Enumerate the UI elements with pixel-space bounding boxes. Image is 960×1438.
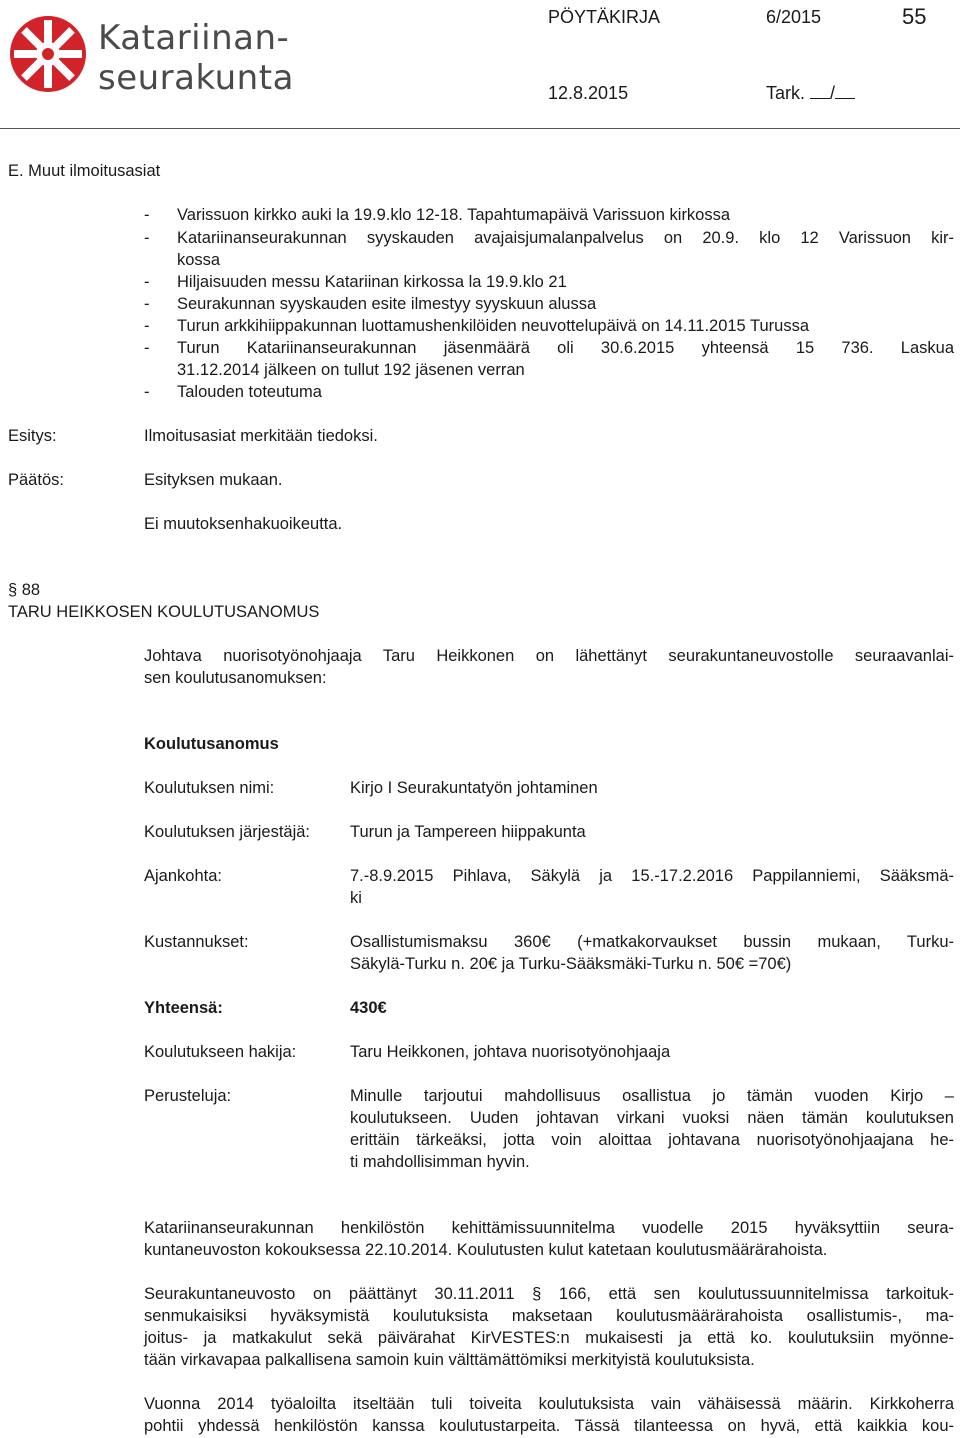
list-item: - Turun Katariinanseurakunnan jäsenmäärä oli 30.6.2015 yhteensä 15 736. Laskua — [144, 339, 954, 357]
list-item: - Katariinanseurakunnan syyskauden avajaisjumalanpalvelus on 20.9. klo 12 Varissuon kir- — [144, 229, 954, 247]
list-item: - Hiljaisuuden messu Katariinan kirkossa la 19.9.klo 21 — [144, 273, 567, 291]
field-value: erittäin tärkeäksi, jotta voin aloittaa johtavana nuorisotyönohjaajana he- — [350, 1131, 954, 1149]
field-label: Ajankohta: — [144, 867, 222, 885]
parish-logo-text: Katariinan- seurakunta — [98, 18, 294, 98]
esitys-text: Ilmoitusasiat merkitään tiedoksi. — [144, 427, 378, 445]
paragraph-line: senmukaisiksi hyväksymistä koulutuksista maksetaan koulutusmäärärahoista osallistumis-, ma- — [144, 1307, 954, 1325]
field-label: Koulutuksen nimi: — [144, 779, 275, 797]
section-number: § 88 — [8, 581, 41, 599]
doc-type: PÖYTÄKIRJA — [548, 7, 661, 27]
field-label: Koulutukseen hakija: — [144, 1043, 297, 1061]
meeting-date: 12.8.2015 — [548, 83, 629, 103]
list-item-cont: 31.12.2014 jälkeen on tullut 192 jäsenen verran — [177, 361, 525, 379]
field-label: Kustannukset: — [144, 933, 249, 951]
esitys-label: Esitys: — [8, 427, 57, 445]
field-value: Taru Heikkonen, johtava nuorisotyönohjaaja — [350, 1043, 671, 1061]
paatos-label: Päätös: — [8, 471, 64, 489]
total-label: Yhteensä: — [144, 999, 223, 1017]
parish-logo-icon — [8, 14, 88, 94]
paragraph-line: tään virkavapaa palkallisena samoin kuin välttämättömiksi merkityistä koulutuksista. — [144, 1351, 755, 1369]
list-item: - Seurakunnan syyskauden esite ilmestyy syyskuun alussa — [144, 295, 597, 313]
checked-field: Tark. / — [766, 83, 855, 104]
section-title: TARU HEIKKOSEN KOULUTUSANOMUS — [8, 603, 320, 621]
field-value: Säkylä-Turku n. 20€ ja Turku-Sääksmäki-Turku n. 50€ =70€) — [350, 955, 792, 973]
intro-line: sen koulutusanomuksen: — [144, 669, 327, 687]
total-value: 430€ — [350, 999, 387, 1017]
checked-label: Tark. — [766, 83, 806, 103]
field-value: ki — [350, 889, 362, 907]
form-title: Koulutusanomus — [144, 735, 279, 753]
list-item-cont: kossa — [177, 251, 221, 269]
paragraph-line: Seurakuntaneuvosto on päättänyt 30.11.2011 § 166, että sen koulutussuunnitelmissa tarkoituk- — [144, 1285, 954, 1303]
list-item: - Turun arkkihiippakunnan luottamushenkilöiden neuvottelupäivä on 14.11.2015 Turussa — [144, 317, 810, 335]
paragraph-line: Katariinanseurakunnan henkilöstön kehittämissuunnitelma vuodelle 2015 hyväksyttiin seura- — [144, 1219, 954, 1237]
paatos-text: Esityksen mukaan. — [144, 471, 283, 489]
section-e-heading: E. Muut ilmoitusasiat — [8, 162, 161, 180]
field-value: Osallistumismaksu 360€ (+matkakorvaukset bussin mukaan, Turku- — [350, 933, 954, 951]
field-label: Perusteluja: — [144, 1087, 232, 1105]
page-number: 55 — [902, 4, 927, 29]
no-appeal-note: Ei muutoksenhakuoikeutta. — [144, 515, 343, 533]
field-value: ti mahdollisimman hyvin. — [350, 1153, 530, 1171]
paragraph-line: kuntaneuvoston kokouksessa 22.10.2014. Koulutusten kulut katetaan koulutusmäärärahoista. — [144, 1241, 828, 1259]
paragraph-line: joitus- ja matkakulut sekä päivärahat KirVESTES:n mukaisesti ja että ko. koulutuksiin myönne- — [144, 1329, 954, 1347]
field-value: Turun ja Tampereen hiippakunta — [350, 823, 586, 841]
paragraph-line: Vuonna 2014 työaloilta itseltään tuli toiveita koulutuksista vain vähäisessä määrin. Kirkkoherra — [144, 1395, 954, 1413]
field-value: koulutukseen. Uuden johtavan virkani vuoksi näen tämän koulutuksen — [350, 1109, 954, 1127]
field-value: 7.-8.9.2015 Pihlava, Säkylä ja 15.-17.2.2016 Pappilanniemi, Sääksmä- — [350, 867, 954, 885]
field-value: Minulle tarjoutui mahdollisuus osallistua jo tämän vuoden Kirjo – — [350, 1087, 954, 1105]
intro-line: Johtava nuorisotyönohjaaja Taru Heikkonen on lähettänyt seurakuntaneuvostolle seuraavanlai- — [144, 647, 954, 665]
list-item: - Varissuon kirkko auki la 19.9.klo 12-18. Tapahtumapäivä Varissuon kirkossa — [144, 206, 731, 224]
list-item: - Talouden toteutuma — [144, 383, 322, 401]
doc-number: 6/2015 — [766, 7, 822, 27]
header-divider — [0, 128, 960, 129]
paragraph-line: pohtii yhdessä henkilöstön kanssa koulutustarpeita. Tässä tilanteessa on hyvä, että kaikkia kou- — [144, 1417, 954, 1435]
field-value: Kirjo I Seurakuntatyön johtaminen — [350, 779, 598, 797]
field-label: Koulutuksen järjestäjä: — [144, 823, 311, 841]
